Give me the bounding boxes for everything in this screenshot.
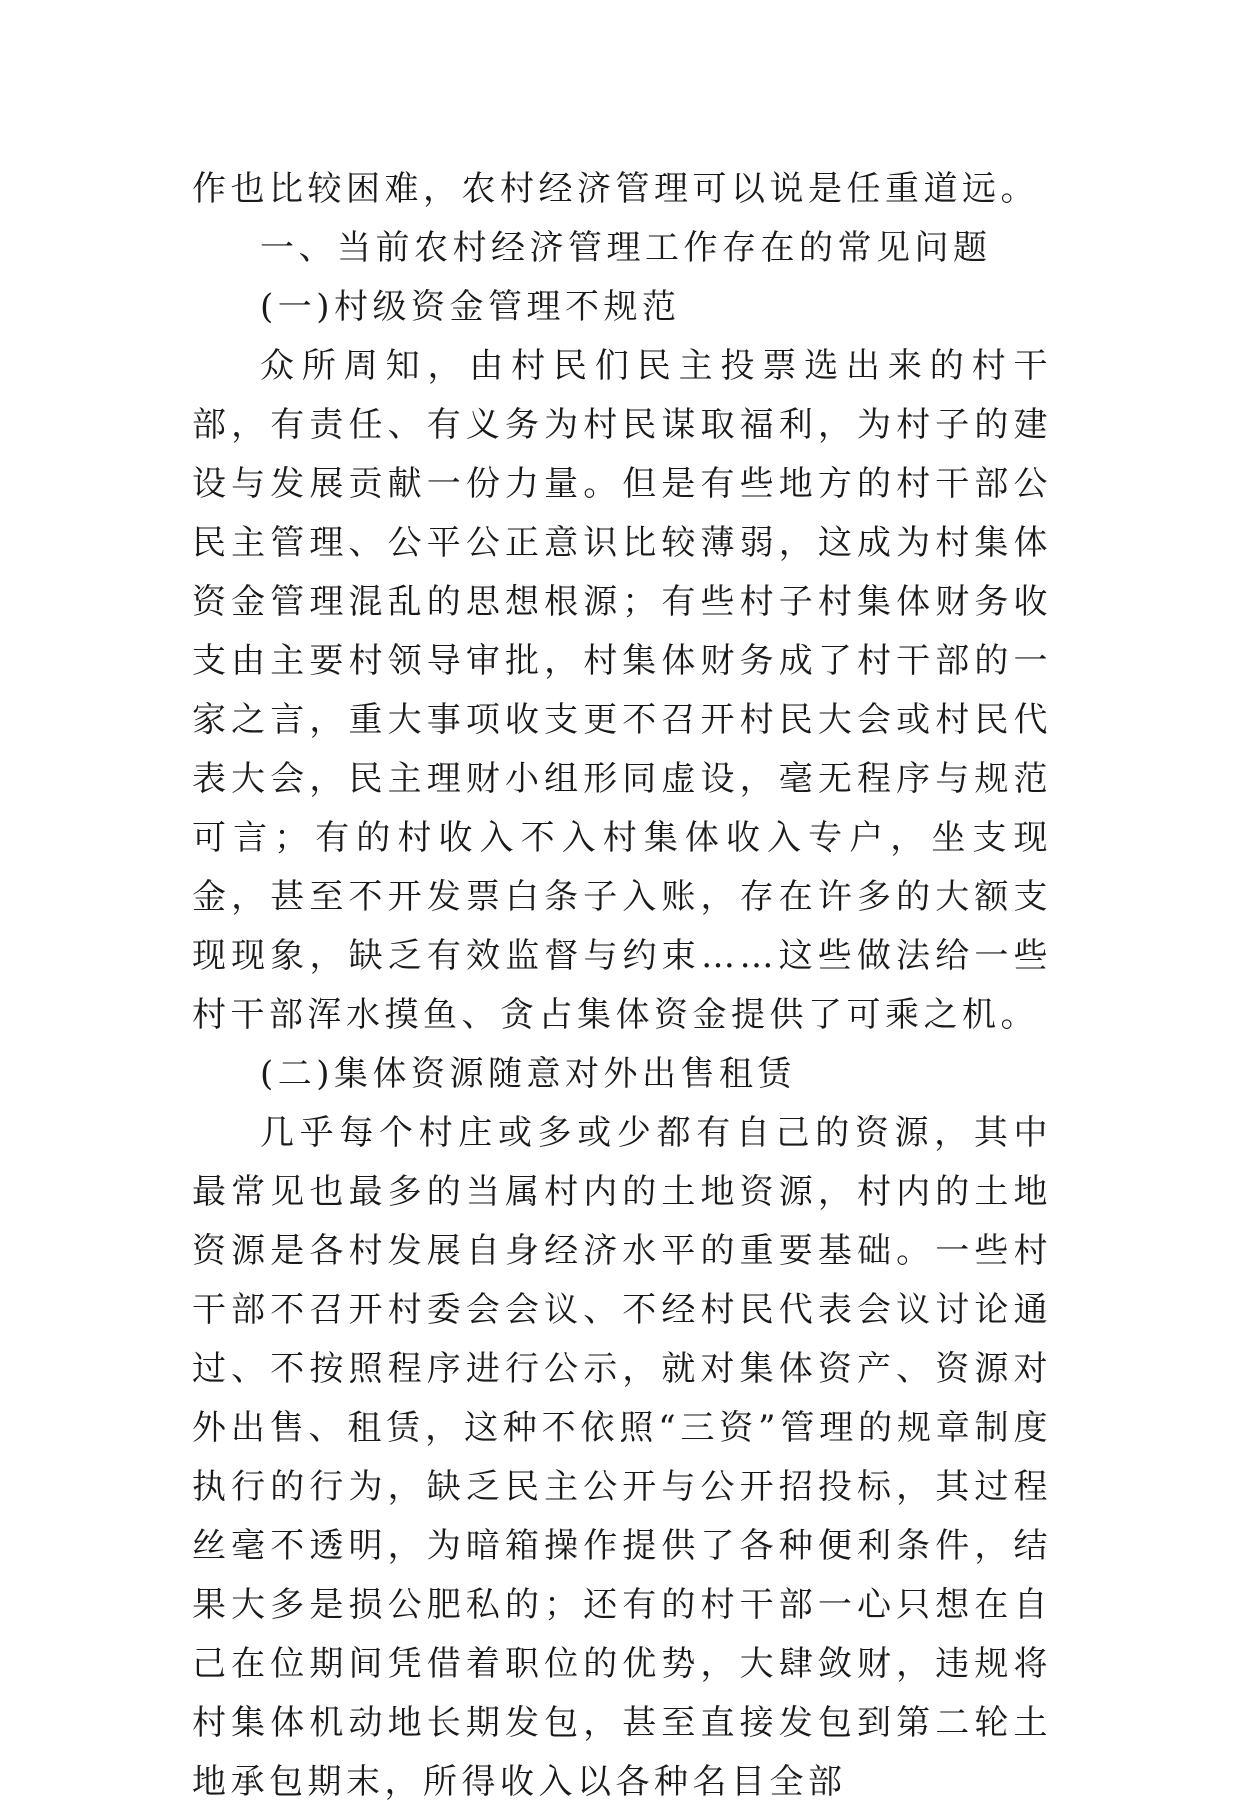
paragraph-body-1: 众所周知，由村民们民主投票选出来的村干部，有责任、有义务为村民谋取福利，为村子的建设与发展贡献一份力量。但是有些地方的村干部公民主管理、公平公正意识比较薄弱，这成为村集体资金管理混乱的思想根源；有些村子村集体财务收支由主要村领导审批，村集体财务成了村干部的一家之言，重大事项收支更不召开村民大会或村民代表大会，民主理财小组形同虚设，毫无程序与规范可言；有的村收入不入村集体收入专户，坐支现金，甚至不开发票白条子入账，存在许多的大额支现现象，缺乏有效监督与约束……这些做法给一些村干部浑水摸鱼、贪占集体资金提供了可乘之机。 [192, 346, 1052, 1035]
subsection-heading-2: (二)集体资源随意对外出售租赁 [260, 1054, 797, 1094]
paragraph-continuation: 作也比较困难，农村经济管理可以说是任重道远。 [192, 169, 1039, 209]
document-page [192, 160, 1052, 1812]
section-heading-1: 一、当前农村经济管理工作存在的常见问题 [260, 228, 992, 268]
subsection-heading-1: (一)村级资金管理不规范 [260, 287, 681, 327]
paragraph-body-2: 几乎每个村庄或多或少都有自己的资源，其中最常见也最多的当属村内的土地资源，村内的土地资源是各村发展自身经济水平的重要基础。一些村干部不召开村委会会议、不经村民代表会议讨论通过、不按照程序进行公示，就对集体资产、资源对外出售、租赁，这种不依照“三资”管理的规章制度执行的行为，缺乏民主公开与公开招投标，其过程丝毫不透明，为暗箱操作提供了各种便利条件，结果大多是损公肥私的；还有的村干部一心只想在自己在位期间凭借着职位的优势，大肆敛财，违规将村集体机动地长期发包，甚至直接发包到第二轮土地承包期末，所得收入以各种名目全部 [192, 1113, 1052, 1802]
